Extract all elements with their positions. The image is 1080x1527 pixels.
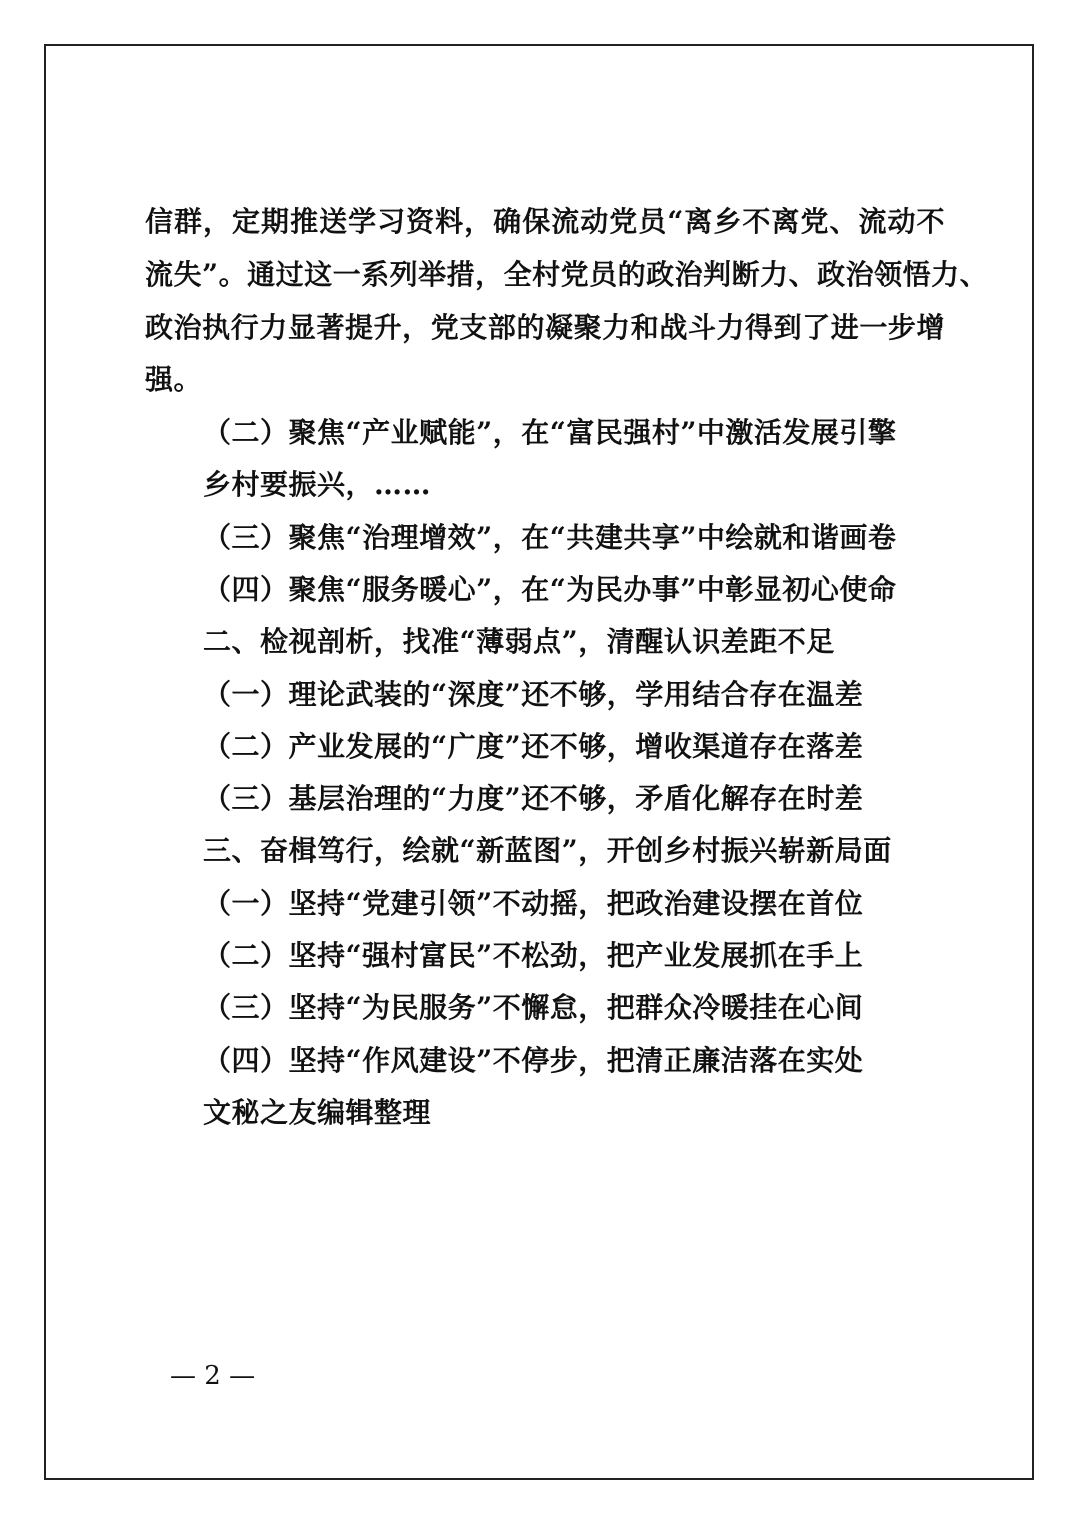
paragraph-line-1: 信群，定期推送学习资料，确保流动党员“离乡不离党、流动不 [145, 205, 945, 238]
subheading-3-2: （二）产业发展的“广度”还不够，增收渠道存在落差 [203, 730, 864, 763]
paragraph-line-3: 政治执行力显著提升，党支部的凝聚力和战斗力得到了进一步增 [145, 311, 945, 344]
section-heading-2: 二、检视剖析，找准“薄弱点”，清醒认识差距不足 [203, 625, 835, 658]
body-text-ellipsis: 乡村要振兴，…… [203, 468, 432, 501]
paragraph-line-4: 强。 [145, 363, 203, 396]
subheading-3-1: （一）理论武装的“深度”还不够，学用结合存在温差 [203, 678, 864, 711]
subheading-4-3: （三）坚持“为民服务”不懈怠，把群众冷暖挂在心间 [203, 991, 864, 1024]
subheading-4-1: （一）坚持“党建引领”不动摇，把政治建设摆在首位 [203, 887, 864, 920]
subheading-3-3: （三）基层治理的“力度”还不够，矛盾化解存在时差 [203, 782, 864, 815]
subheading-4-4: （四）坚持“作风建设”不停步，把清正廉洁落在实处 [203, 1044, 864, 1077]
subheading-2-2: （三）聚焦“治理增效”，在“共建共享”中绘就和谐画卷 [203, 521, 897, 554]
subheading-2-3: （四）聚焦“服务暖心”，在“为民办事”中彰显初心使命 [203, 573, 897, 606]
page-number: — 2 — [170, 1361, 256, 1391]
editor-credit: 文秘之友编辑整理 [203, 1096, 432, 1129]
paragraph-line-2: 流失”。通过这一系列举措，全村党员的政治判断力、政治领悟力、 [145, 258, 989, 291]
section-heading-3: 三、奋楫笃行，绘就“新蓝图”，开创乡村振兴崭新局面 [203, 834, 892, 867]
subheading-4-2: （二）坚持“强村富民”不松劲，把产业发展抓在手上 [203, 939, 864, 972]
subheading-2-1: （二）聚焦“产业赋能”，在“富民强村”中激活发展引擎 [203, 416, 897, 449]
